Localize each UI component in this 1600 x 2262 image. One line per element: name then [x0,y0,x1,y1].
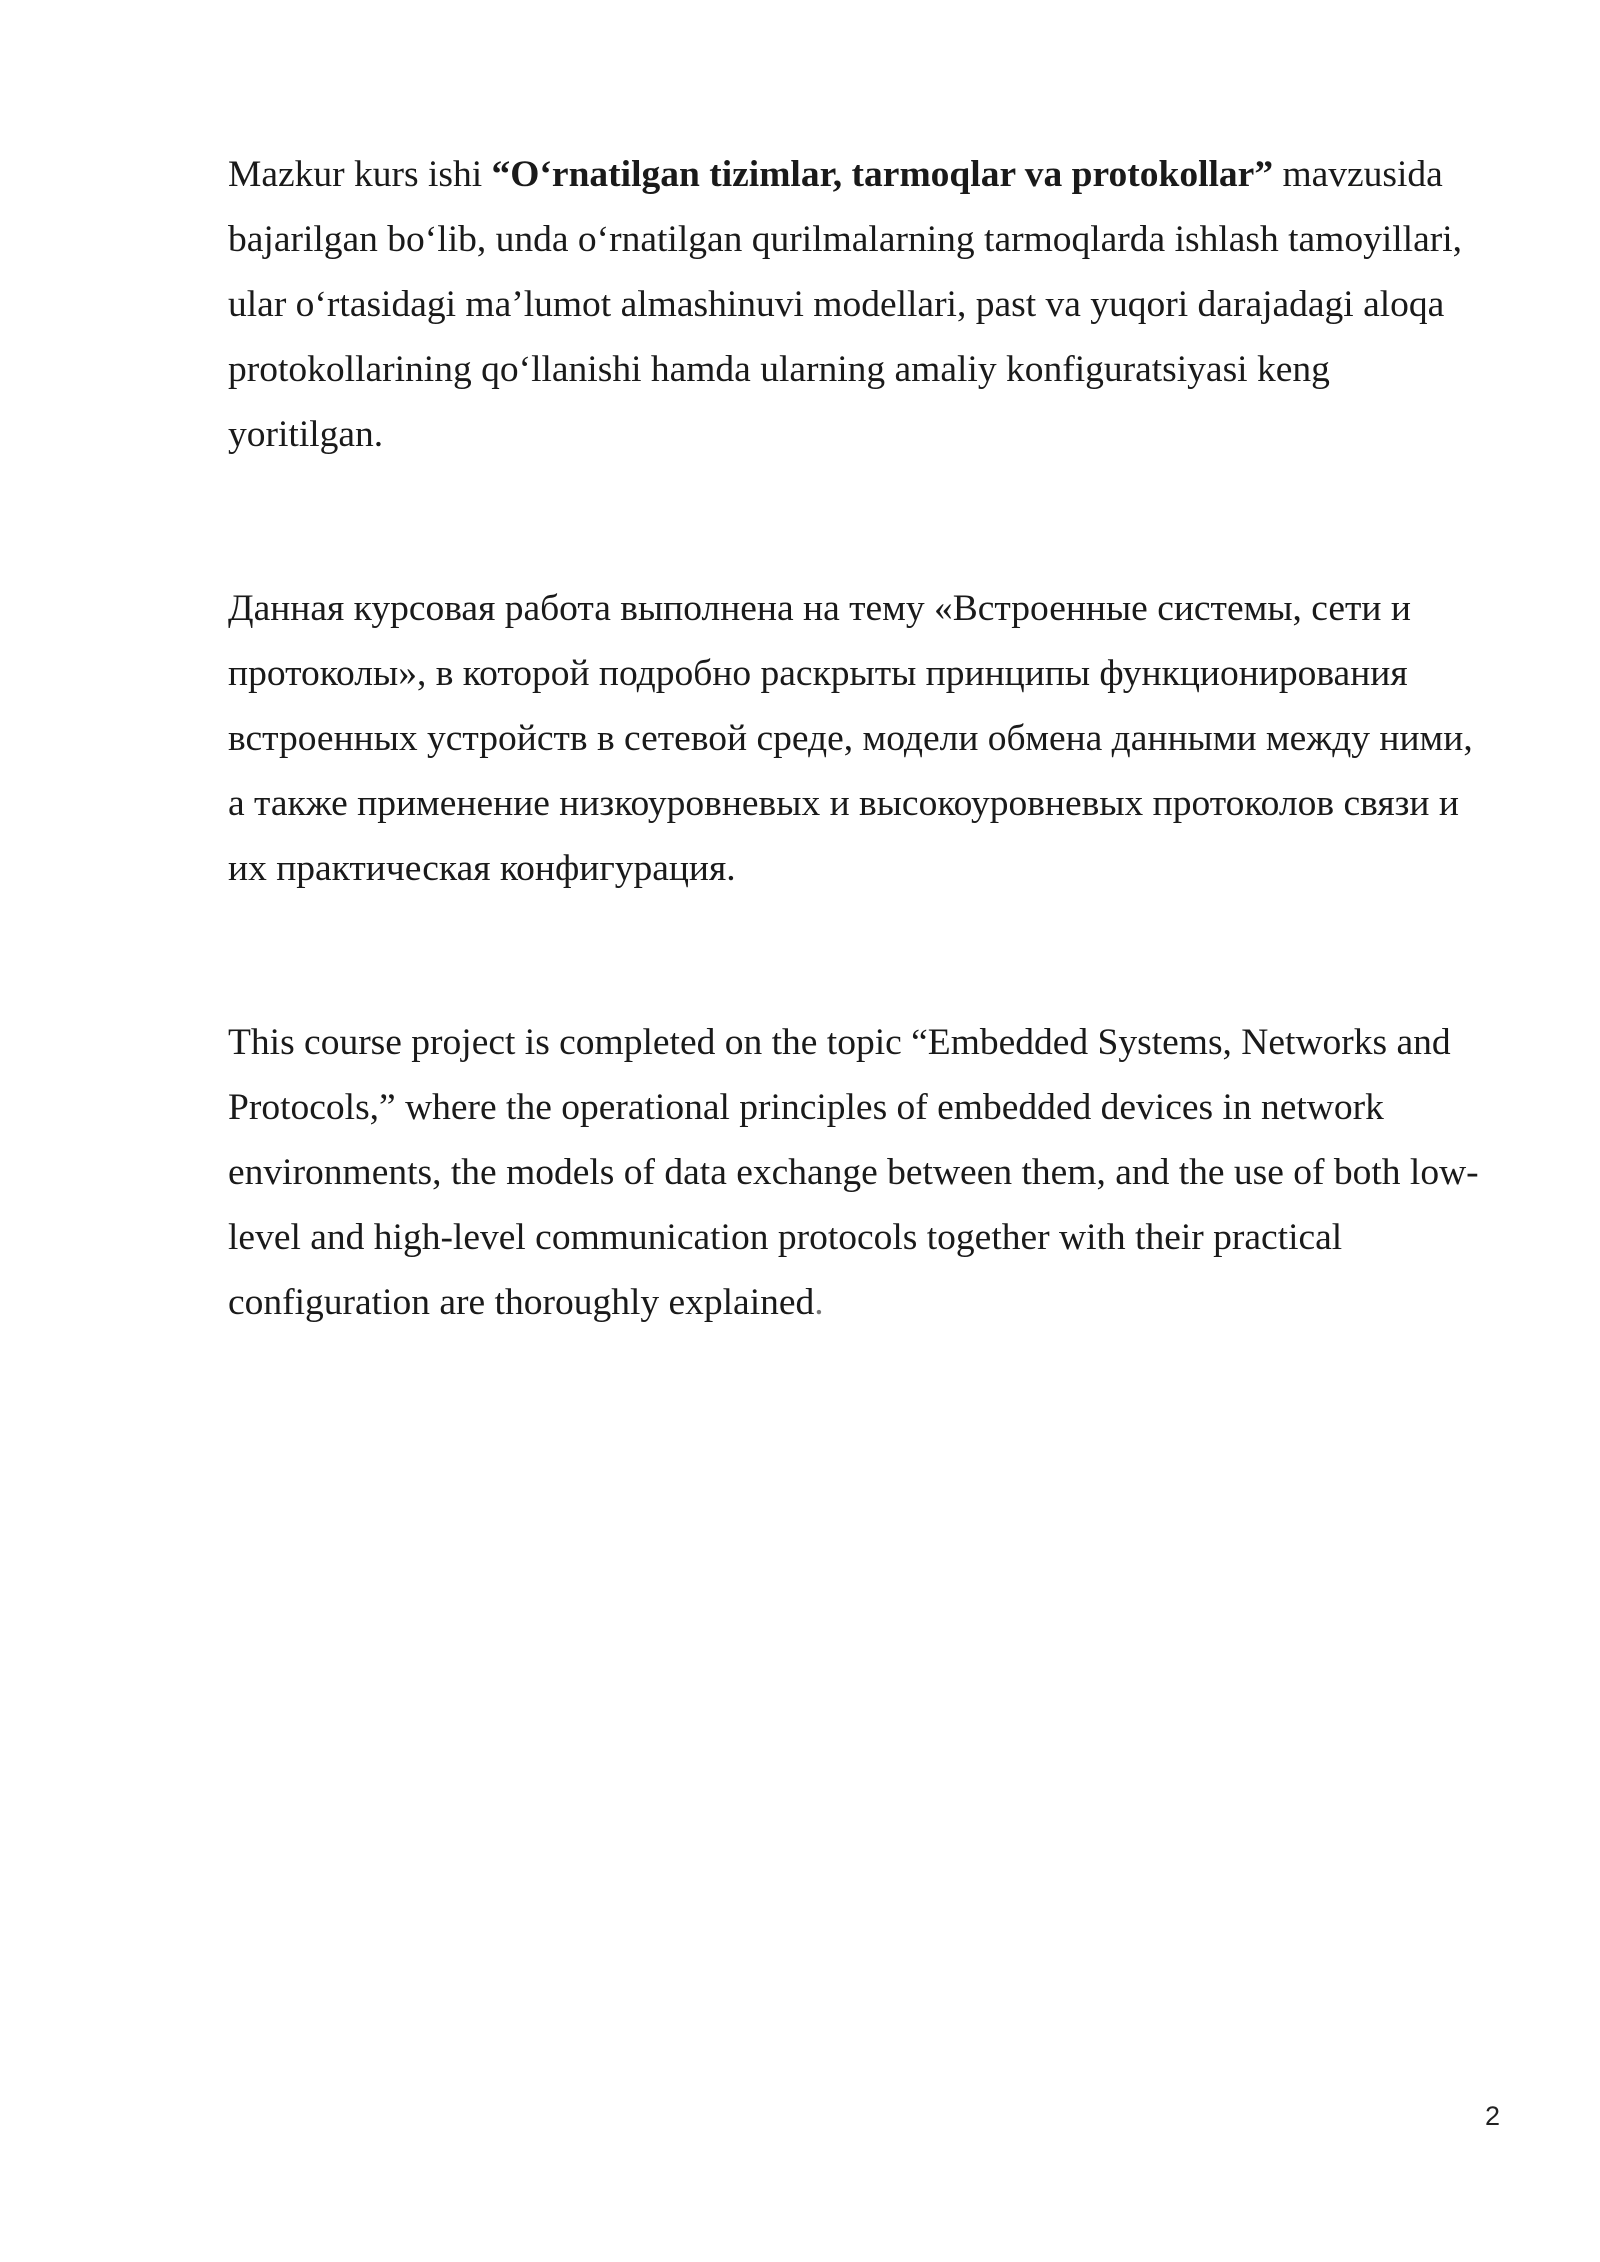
abstract-paragraph-uzbek [228,142,1490,467]
abstract-en-body: This course project is completed on the topic “Embedded Systems, Networks and Protocols,” where the operational principles of embedded devices in network environments, the models of data exchange between them, and the use of both low-level and high-level communication protocols together with their practical configuration are thoroughly explained [228,1022,1479,1323]
abstract-paragraph-english [228,1010,1490,1335]
abstract-uz-intro: Mazkur kurs ishi [228,154,492,195]
course-title-uzbek: “O‘rnatilgan tizimlar, tarmoqlar va protokollar” [491,154,1274,195]
abstract-paragraph-russian [228,576,1490,901]
abstract-en-final-period: . [814,1282,824,1323]
page-number: 2 [1484,2101,1500,2131]
abstract-ru-body: Данная курсовая работа выполнена на тему «Встроенные системы, сети и протоколы», в которой подробно раскрыты принципы функционирования встроенных устройств в сетевой среде, модели обмена данными между ними, а также применение низкоуровневых и высокоуровневых протоколов связи и их практическая конфигурация. [228,588,1473,889]
abstract-uz-body: mavzusida bajarilgan bo‘lib, unda o‘rnatilgan qurilmalarning tarmoqlarda ishlash tamoyillari, ular o‘rtasidagi ma’lumot almashinuvi modellari, past va yuqori darajadagi aloqa protokollarining qo‘llanishi hamda ularning amaliy konfiguratsiyasi keng yoritilgan. [228,154,1463,455]
